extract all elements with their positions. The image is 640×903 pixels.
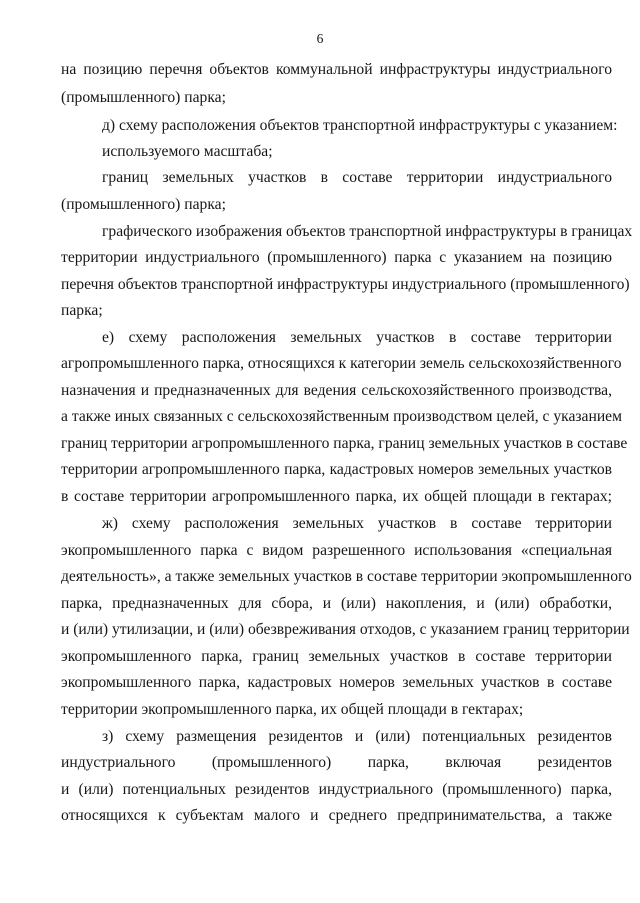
page-number: 6: [316, 31, 324, 46]
text-line: экопромышленного парка с видом разрешенного использования «специальная: [61, 542, 612, 559]
text-line: д) схему расположения объектов транспортной инфраструктуры с указанием:: [102, 117, 618, 134]
text-line: назначения и предназначенных для ведения сельскохозяйственного производства,: [61, 382, 612, 399]
text-line: индустриального (промышленного) парка, включая резидентов: [61, 754, 612, 771]
text-line: е) схему расположения земельных участков в составе территории: [102, 329, 612, 346]
text-line: ж) схему расположения земельных участков в составе территории: [102, 515, 612, 532]
text-line: экопромышленного парка, кадастровых номеров земельных участков в составе: [61, 674, 612, 691]
text-line: графического изображения объектов транспортной инфраструктуры в границах: [102, 223, 633, 240]
text-line: территории индустриального (промышленного) парка с указанием на позицию: [61, 249, 612, 266]
text-line: территории экопромышленного парка, их общей площади в гектарах;: [61, 701, 524, 718]
text-line: экопромышленного парка, границ земельных участков в составе территории: [61, 648, 612, 665]
text-line: перечня объектов транспортной инфраструктуры индустриального (промышленного): [61, 276, 630, 293]
text-line: деятельность», а также земельных участков в составе территории экопромышленного: [61, 568, 632, 585]
text-line: на позицию перечня объектов коммунальной инфраструктуры индустриального: [61, 61, 612, 78]
text-line: парка;: [61, 302, 103, 319]
text-line: границ земельных участков в составе территории индустриального: [102, 169, 612, 186]
text-line: (промышленного) парка;: [61, 196, 226, 213]
text-line: и (или) утилизации, и (или) обезвреживания отходов, с указанием границ территории: [61, 621, 630, 638]
text-line: агропромышленного парка, относящихся к категории земель сельскохозяйственного: [61, 355, 622, 372]
text-line: в составе территории агропромышленного парка, их общей площади в гектарах;: [61, 488, 612, 505]
text-line: границ территории агропромышленного парка, границ земельных участков в составе: [61, 435, 628, 452]
text-line: относящихся к субъектам малого и среднего предпринимательства, а также: [61, 807, 612, 824]
text-line: используемого масштаба;: [102, 143, 273, 160]
text-line: территории агропромышленного парка, кадастровых номеров земельных участков: [61, 461, 612, 478]
text-line: (промышленного) парка;: [61, 89, 226, 106]
text-line: и (или) потенциальных резидентов индустриального (промышленного) парка,: [61, 781, 612, 798]
text-line: з) схему размещения резидентов и (или) потенциальных резидентов: [102, 728, 612, 745]
text-line: а также иных связанных с сельскохозяйственным производством целей, с указанием: [61, 408, 622, 425]
text-line: парка, предназначенных для сбора, и (или) накопления, и (или) обработки,: [61, 595, 612, 612]
